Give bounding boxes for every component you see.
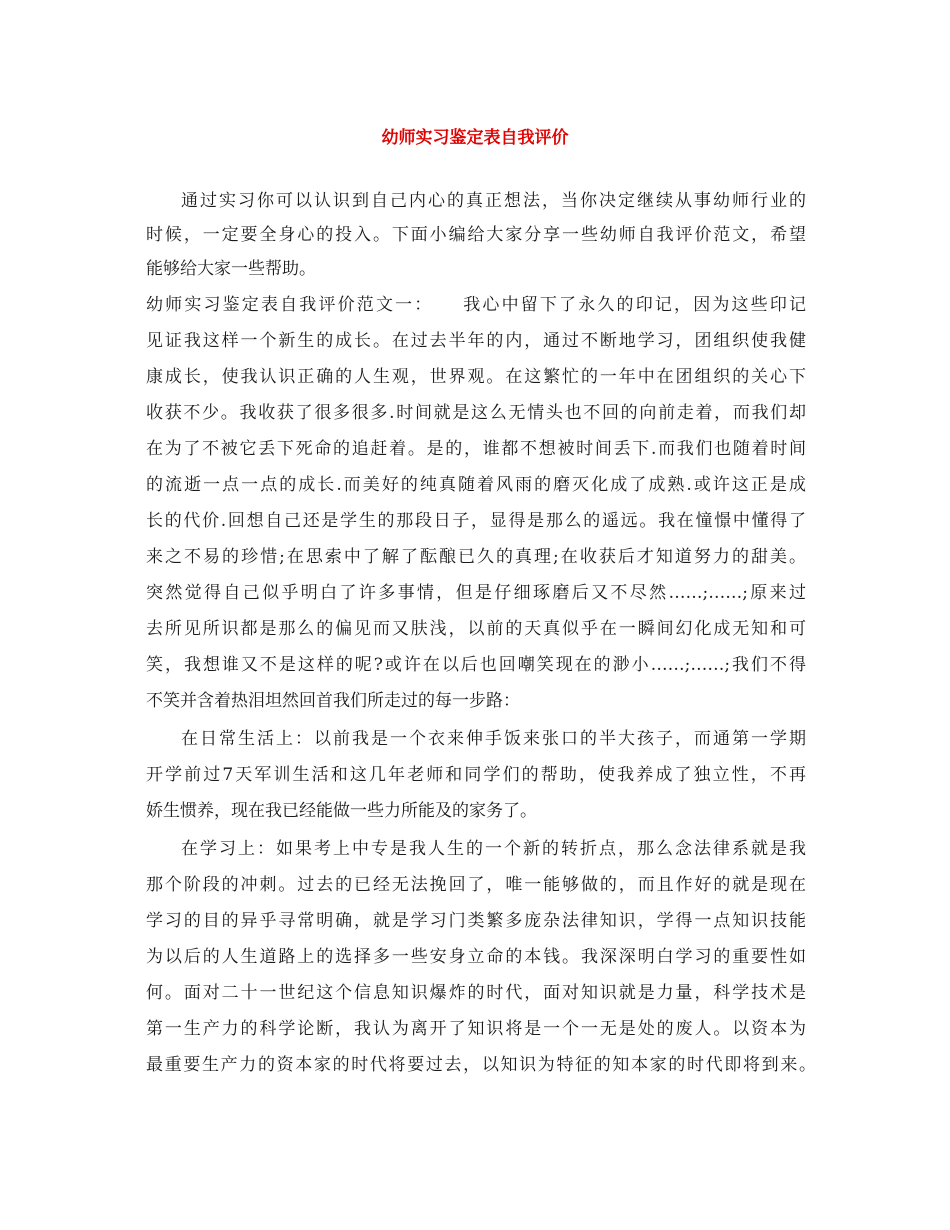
paragraph-line: 最重要生产力的资本家的时代将要过去，以知识为特征的知本家的时代即将到来。 (146, 1055, 816, 1075)
paragraph-line: 第一生产力的科学论断，我认为离开了知识将是一个一无是处的废人。以资本为 (146, 1019, 806, 1039)
paragraph-line: 开学前过7天军训生活和这几年老师和同学们的帮助，使我养成了独立性，不再 (146, 765, 806, 785)
paragraph-line: 学习的目的异乎寻常明确，就是学习门类繁多庞杂法律知识，学得一点知识技能 (146, 911, 806, 931)
paragraph-line: 那个阶段的冲刺。过去的已经无法挽回了，唯一能够做的，而且作好的就是现在 (146, 875, 806, 895)
paragraph-line: 收获不少。我收获了很多很多.时间就是这么无情头也不回的向前走着，而我们却 (146, 403, 806, 423)
paragraph-line: 康成长，使我认识正确的人生观，世界观。在这繁忙的一年中在团组织的关心下 (146, 367, 806, 387)
paragraph-line: 时候，一定要全身心的投入。下面小编给大家分享一些幼师自我评价范文，希望 (146, 225, 806, 245)
paragraph-line: 来之不易的珍惜;在思索中了解了酝酿已久的真理;在收获后才知道努力的甜美。 (146, 547, 806, 567)
document-title: 幼师实习鉴定表自我评价 (381, 128, 569, 148)
paragraph-line: 娇生惯养，现在我已经能做一些力所能及的家务了。 (146, 801, 537, 821)
paragraph-line: 能够给大家一些帮助。 (146, 259, 316, 279)
paragraph-line: 突然觉得自己似乎明白了许多事情，但是仔细琢磨后又不尽然……;……;原来过 (146, 583, 806, 603)
paragraph-line: 在学习上：如果考上中专是我人生的一个新的转折点，那么念法律系就是我 (181, 839, 806, 859)
paragraph-line: 的流逝一点一点的成长.而美好的纯真随着风雨的磨灭化成了成熟.或许这正是成 (146, 475, 806, 495)
paragraph-line: 通过实习你可以认识到自己内心的真正想法，当你决定继续从事幼师行业的 (181, 191, 806, 211)
paragraph-line: 幼师实习鉴定表自我评价范文一： 我心中留下了永久的印记，因为这些印记 (146, 295, 806, 315)
paragraph-line: 在为了不被它丢下死命的追赶着。是的，谁都不想被时间丢下.而我们也随着时间 (146, 439, 806, 459)
paragraph-line: 见证我这样一个新生的成长。在过去半年的内，通过不断地学习，团组织使我健 (146, 331, 806, 351)
paragraph-line: 何。面对二十一世纪这个信息知识爆炸的时代，面对知识就是力量，科学技术是 (146, 983, 806, 1003)
paragraph-line: 笑，我想谁又不是这样的呢?或许在以后也回嘲笑现在的渺小……;……;我们不得 (146, 655, 806, 675)
paragraph-line: 去所见所识都是那么的偏见而又肤浅，以前的天真似乎在一瞬间幻化成无知和可 (146, 619, 806, 639)
paragraph-line: 不笑并含着热泪坦然回首我们所走过的每一步路： (146, 691, 520, 711)
paragraph-line: 长的代价.回想自己还是学生的那段日子，显得是那么的遥远。我在憧憬中懂得了 (146, 511, 806, 531)
paragraph-line: 在日常生活上：以前我是一个衣来伸手饭来张口的半大孩子，而通第一学期 (181, 729, 806, 749)
paragraph-line: 为以后的人生道路上的选择多一些安身立命的本钱。我深深明白学习的重要性如 (146, 947, 806, 967)
